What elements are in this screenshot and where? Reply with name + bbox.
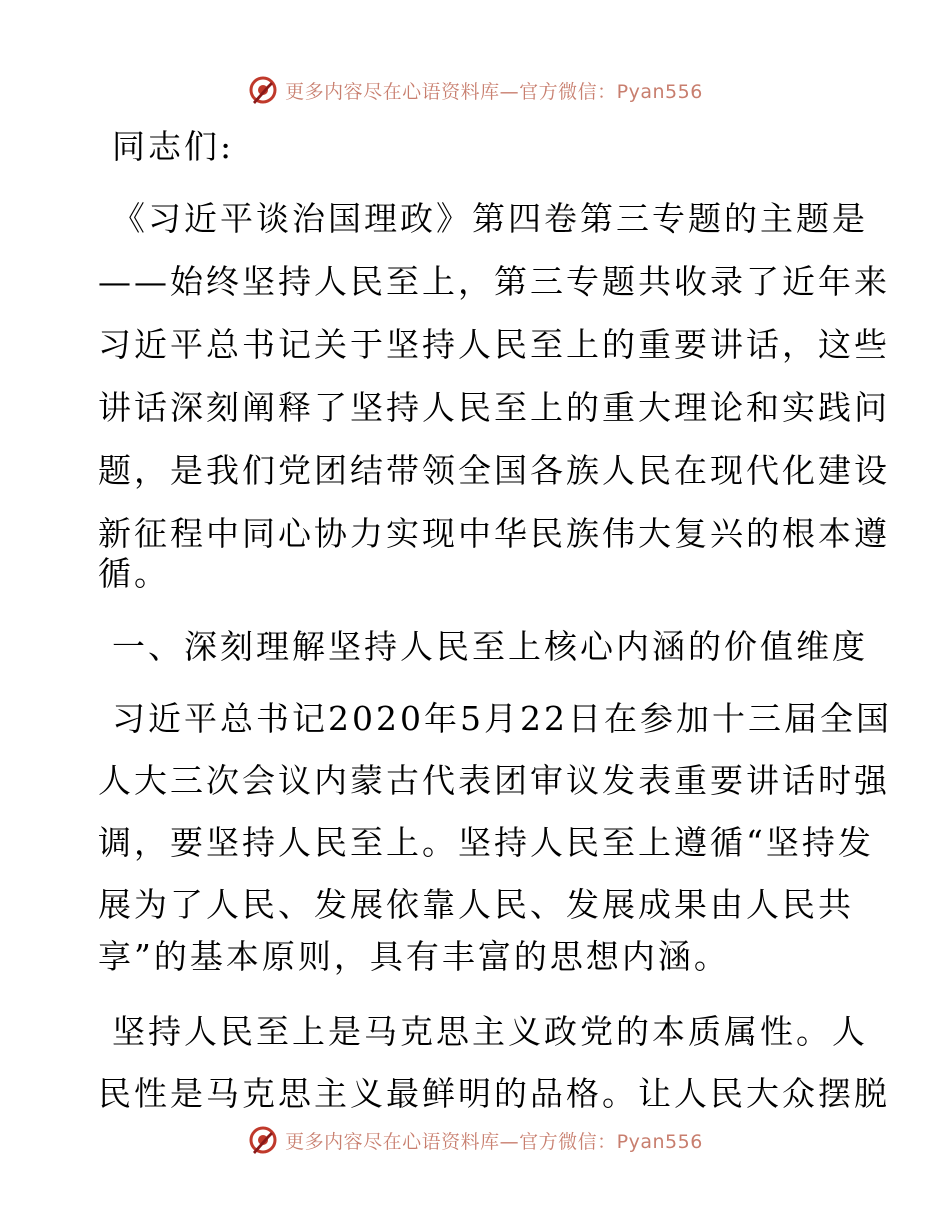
- section-heading: 一、深刻理解坚持人民至上核心内涵的价值维度: [112, 627, 868, 666]
- paragraph-line: 民性是马克思主义最鲜明的品格。让人民大众摆脱: [98, 1074, 890, 1113]
- paragraph-line: 题，是我们党团结带领全国各族人民在现代化建设: [98, 451, 890, 490]
- paragraph-line: 讲话深刻阐释了坚持人民至上的重大理论和实践问: [98, 388, 890, 427]
- paragraph-line: 习近平总书记2020年5月22日在参加十三届全国: [112, 699, 892, 738]
- header-watermark: [0, 72, 950, 108]
- paragraph-line: 循。: [98, 554, 170, 593]
- paragraph-line: 习近平总书记关于坚持人民至上的重要讲话，这些: [98, 325, 890, 364]
- logo-icon: [247, 74, 279, 106]
- paragraph-line: 《习近平谈治国理政》第四卷第三专题的主题是: [112, 199, 868, 238]
- logo-icon: [247, 1124, 279, 1156]
- paragraph-line: 享”的基本原则，具有丰富的思想内涵。: [98, 937, 730, 976]
- paragraph-line: ——始终坚持人民至上，第三专题共收录了近年来: [98, 262, 890, 301]
- paragraph-line: 展为了人民、发展依靠人民、发展成果由人民共: [98, 885, 854, 924]
- paragraph-line: 人大三次会议内蒙古代表团审议发表重要讲话时强: [98, 761, 890, 800]
- footer-watermark: [0, 1122, 950, 1158]
- paragraph-line: 坚持人民至上是马克思主义政党的本质属性。人: [112, 1012, 868, 1051]
- salutation: 同志们:: [112, 127, 235, 166]
- paragraph-line: 新征程中同心协力实现中华民族伟大复兴的根本遵: [98, 514, 890, 553]
- watermark-text: 更多内容尽在心语资料库—官方微信：Pyan556: [285, 1130, 703, 1153]
- paragraph-line: 调，要坚持人民至上。坚持人民至上遵循“坚持发: [98, 823, 874, 862]
- watermark-text: 更多内容尽在心语资料库—官方微信：Pyan556: [285, 80, 703, 103]
